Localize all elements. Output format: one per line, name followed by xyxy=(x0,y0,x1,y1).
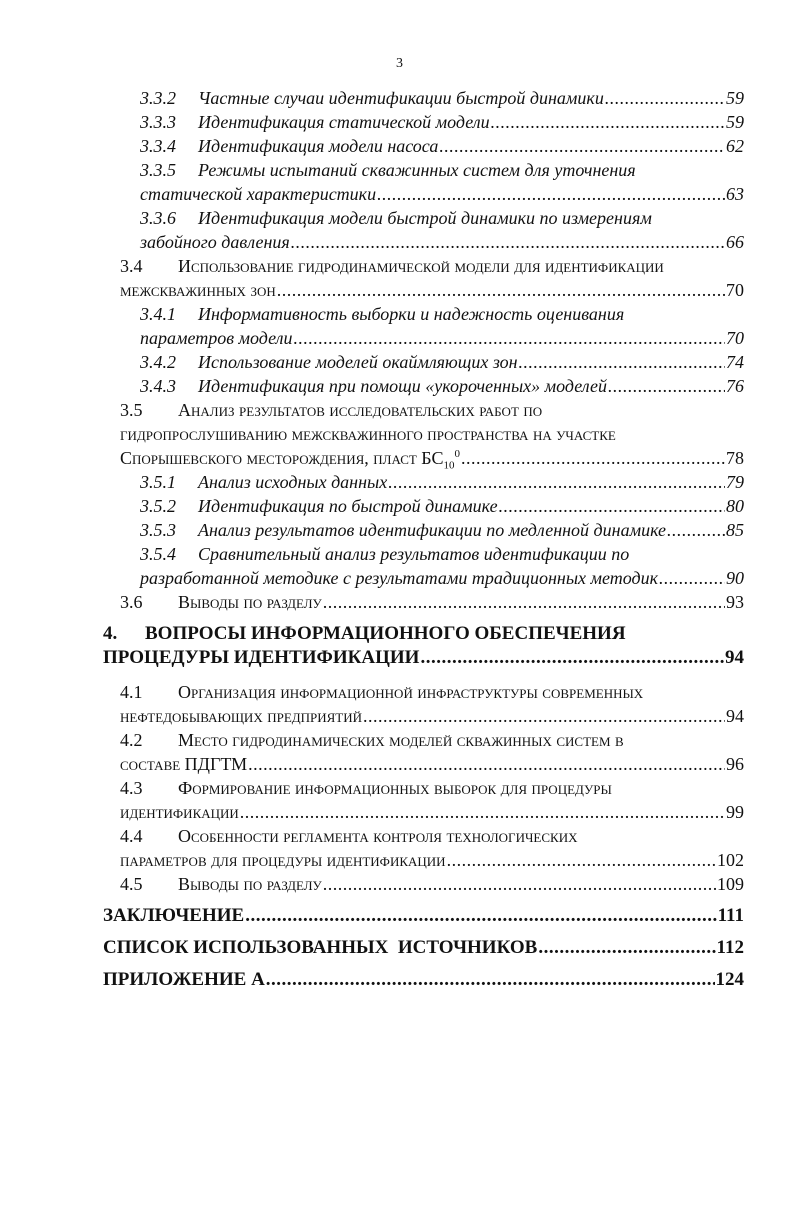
toc-leader-dots xyxy=(245,904,716,928)
toc-entry-3-4-line1 xyxy=(120,254,744,278)
toc-entry-title: Идентификация модели насоса xyxy=(198,136,439,156)
toc-leader-dots xyxy=(659,566,725,590)
toc-entry-number: 3.3.6 xyxy=(140,208,176,228)
toc-entry-4-1-line2 xyxy=(120,704,744,728)
toc-entry-title: Анализ исходных данных xyxy=(198,472,388,492)
toc-entry-3-3-5-line2 xyxy=(140,182,744,206)
toc-entry-3-5-4-line2 xyxy=(140,566,744,590)
toc-entry-title-cont: разработанной методике с результатами традиционных методик xyxy=(140,568,659,588)
toc-entry-3-5-4-line1 xyxy=(140,542,744,566)
toc-entry-page: 70 xyxy=(726,280,744,300)
toc-entry-title: Режимы испытаний скважинных систем для уточнения xyxy=(198,160,636,180)
toc-entry-title: Частные случаи идентификации быстрой динамики xyxy=(198,88,604,108)
toc-entry-page: 66 xyxy=(726,232,744,252)
toc-entry-4-2-line1 xyxy=(120,728,744,752)
toc-entry-3-4-3 xyxy=(140,374,744,398)
toc-entry-title: Идентификация при помощи «укороченных» моделей xyxy=(198,376,608,396)
toc-entry-title-cont: нефтедобывающих предприятий xyxy=(120,706,363,726)
toc-leader-dots xyxy=(447,848,716,872)
toc-entry-title: Место гидродинамических моделей скважинных систем в xyxy=(178,730,624,750)
toc-entry-title: Сравнительный анализ результатов идентификации по xyxy=(198,544,630,564)
superscript: 0 xyxy=(454,448,461,460)
toc-entry-page: 74 xyxy=(726,352,744,372)
toc-entry-page: 76 xyxy=(726,376,744,396)
toc-appendix-a xyxy=(103,968,744,992)
toc-leader-dots xyxy=(294,326,725,350)
toc-leader-dots xyxy=(538,936,715,960)
toc-entry-page: 93 xyxy=(726,592,744,612)
toc-entry-title: Выводы по разделу xyxy=(178,592,322,612)
toc-entry-title-cont: гидропрослушиванию межскважинного пространства на участке xyxy=(120,424,616,444)
toc-leader-dots xyxy=(266,968,715,992)
toc-chapter-title-cont: ПРОЦЕДУРЫ ИДЕНТИФИКАЦИИ xyxy=(103,647,420,668)
toc-entry-title: Идентификация статической модели xyxy=(198,112,490,132)
toc-entry-3-3-3 xyxy=(140,110,744,134)
toc-entry-title-cont: параметров для процедуры идентификации xyxy=(120,850,446,870)
toc-entry-number: 3.5.3 xyxy=(140,520,176,540)
toc-chapter-4-line2 xyxy=(103,646,744,670)
toc-entry-number: 3.5.4 xyxy=(140,544,176,564)
toc-entry-title-cont: идентификации xyxy=(120,802,239,822)
toc-entry-4-3-line2 xyxy=(120,800,744,824)
toc-entry-title-cont: статической характеристики xyxy=(140,184,377,204)
toc-entry-3-5-2 xyxy=(140,494,744,518)
toc-entry-title: Анализ результатов исследовательских работ по xyxy=(178,400,543,420)
toc-leader-dots xyxy=(323,590,725,614)
toc-entry-number: 3.3.5 xyxy=(140,160,176,180)
toc-entry-3-4-2 xyxy=(140,350,744,374)
toc-leader-dots xyxy=(240,800,725,824)
toc-entry-3-3-4 xyxy=(140,134,744,158)
toc-entry-page: 85 xyxy=(726,520,744,540)
toc-entry-page: 63 xyxy=(726,184,744,204)
toc-entry-title: Использование гидродинамической модели для идентификации xyxy=(178,256,664,276)
toc-entry-title: Использование моделей окаймляющих зон xyxy=(198,352,518,372)
toc-chapter-title: ВОПРОСЫ ИНФОРМАЦИОННОГО ОБЕСПЕЧЕНИЯ xyxy=(145,623,626,644)
page-number: 3 xyxy=(396,56,403,71)
toc-entry-title-cont: межскважинных зон xyxy=(120,280,276,300)
toc-chapter-number: 4. xyxy=(103,623,118,644)
toc-entry-title-cont: Спорышевского месторождения, пласт $БС_{10}^0$ xyxy=(120,448,461,472)
toc-entry-page: 59 xyxy=(726,112,744,132)
toc-entry-title-cont: составе ПДГТМ xyxy=(120,754,248,774)
toc-entry-page: 78 xyxy=(726,448,744,468)
toc-entry-title: Выводы по разделу xyxy=(178,874,322,894)
toc-entry-number: 4.5 xyxy=(120,874,143,894)
toc-entry-3-5-line1 xyxy=(120,398,744,422)
toc-entry-4-3-line1 xyxy=(120,776,744,800)
toc-entry-4-2-line2 xyxy=(120,752,744,776)
toc-entry-number: 3.4 xyxy=(120,256,143,276)
toc-entry-3-3-2 xyxy=(140,86,744,110)
toc-conclusion xyxy=(103,904,744,928)
toc-entry-3-4-1-line1 xyxy=(140,302,744,326)
toc-entry-title-cont: параметров модели xyxy=(140,328,293,348)
toc-entry-page: 102 xyxy=(717,850,744,870)
toc-leader-dots xyxy=(491,110,725,134)
toc-chapter-page: 94 xyxy=(725,647,744,668)
toc-entry-title: Формирование информационных выборок для процедуры xyxy=(178,778,612,798)
toc-entry-number: 3.3.3 xyxy=(140,112,176,132)
toc-chapter-page: 112 xyxy=(716,937,744,958)
toc-entry-page: 109 xyxy=(717,874,744,894)
toc-leader-dots xyxy=(323,872,716,896)
toc-entry-4-5 xyxy=(120,872,744,896)
toc-leader-dots xyxy=(667,518,725,542)
toc-leader-dots xyxy=(277,278,725,302)
toc-chapter-title: ЗАКЛЮЧЕНИЕ xyxy=(103,905,245,926)
toc-entry-page: 80 xyxy=(726,496,744,516)
toc-entry-number: 3.5.1 xyxy=(140,472,176,492)
toc-entry-number: 3.3.2 xyxy=(140,88,176,108)
toc-leader-dots xyxy=(608,374,725,398)
toc-entry-number: 4.2 xyxy=(120,730,143,750)
toc-entry-title: Особенности регламента контроля технологических xyxy=(178,826,578,846)
subscript: 10 xyxy=(443,459,455,472)
toc-entry-number: 3.5.2 xyxy=(140,496,176,516)
toc-chapter-page: 124 xyxy=(715,969,744,990)
toc-entry-3-4-1-line2 xyxy=(140,326,744,350)
toc-entry-number: 3.4.3 xyxy=(140,376,176,396)
toc-leader-dots xyxy=(499,494,725,518)
toc-entry-title-cont: забойного давления xyxy=(140,232,290,252)
toc-entry-3-3-6-line2 xyxy=(140,230,744,254)
toc-entry-page: 99 xyxy=(726,802,744,822)
toc-entry-number: 3.4.1 xyxy=(140,304,176,324)
toc-entry-number: 4.1 xyxy=(120,682,143,702)
toc-chapter-title: ПРИЛОЖЕНИЕ А xyxy=(103,969,265,990)
toc-entry-3-3-5-line1 xyxy=(140,158,744,182)
toc-entry-page: 94 xyxy=(726,706,744,726)
toc-leader-dots xyxy=(363,704,725,728)
toc-chapter-title: СПИСОК ИСПОЛЬЗОВАННЫХ ИСТОЧНИКОВ xyxy=(103,937,538,958)
toc-entry-number: 4.3 xyxy=(120,778,143,798)
toc-leader-dots xyxy=(388,470,725,494)
toc-entry-4-4-line1 xyxy=(120,824,744,848)
toc-chapter-page: 111 xyxy=(717,905,744,926)
toc-entry-number: 3.5 xyxy=(120,400,143,420)
toc-entry-title: Информативность выборки и надежность оценивания xyxy=(198,304,625,324)
toc-entry-page: 96 xyxy=(726,754,744,774)
toc-leader-dots xyxy=(248,752,725,776)
toc-entry-3-5-line2 xyxy=(120,422,744,446)
toc-entry-page: 62 xyxy=(726,136,744,156)
toc-entry-3-5-1 xyxy=(140,470,744,494)
toc-entry-page: 59 xyxy=(726,88,744,108)
toc-leader-dots xyxy=(519,350,725,374)
toc-entry-4-4-line2 xyxy=(120,848,744,872)
toc-entry-title: Организация информационной инфраструктуры современных xyxy=(178,682,644,702)
toc-entry-4-1-line1 xyxy=(120,680,744,704)
toc-entry-title: Идентификация по быстрой динамике xyxy=(198,496,498,516)
toc-leader-dots xyxy=(291,230,725,254)
toc-leader-dots xyxy=(377,182,725,206)
toc-entry-number: 3.6 xyxy=(120,592,143,612)
toc-entry-page: 90 xyxy=(726,568,744,588)
toc-entry-3-5-line3 xyxy=(120,446,744,470)
toc-entry-3-4-line2 xyxy=(120,278,744,302)
toc-entry-3-3-6-line1 xyxy=(140,206,744,230)
toc-leader-dots xyxy=(439,134,725,158)
toc-leader-dots xyxy=(461,446,725,470)
toc-entry-page: 79 xyxy=(726,472,744,492)
toc-entry-3-5-3 xyxy=(140,518,744,542)
toc-entry-number: 4.4 xyxy=(120,826,143,846)
toc-entry-title: Анализ результатов идентификации по медленной динамике xyxy=(198,520,667,540)
toc-entry-title: Идентификация модели быстрой динамики по измерениям xyxy=(198,208,652,228)
toc-leader-dots xyxy=(605,86,725,110)
toc-entry-3-6 xyxy=(120,590,744,614)
toc-references xyxy=(103,936,744,960)
toc-entry-page: 70 xyxy=(726,328,744,348)
toc-leader-dots xyxy=(420,646,724,670)
toc-entry-number: 3.3.4 xyxy=(140,136,176,156)
toc-entry-number: 3.4.2 xyxy=(140,352,176,372)
toc-chapter-4-line1 xyxy=(103,622,744,646)
